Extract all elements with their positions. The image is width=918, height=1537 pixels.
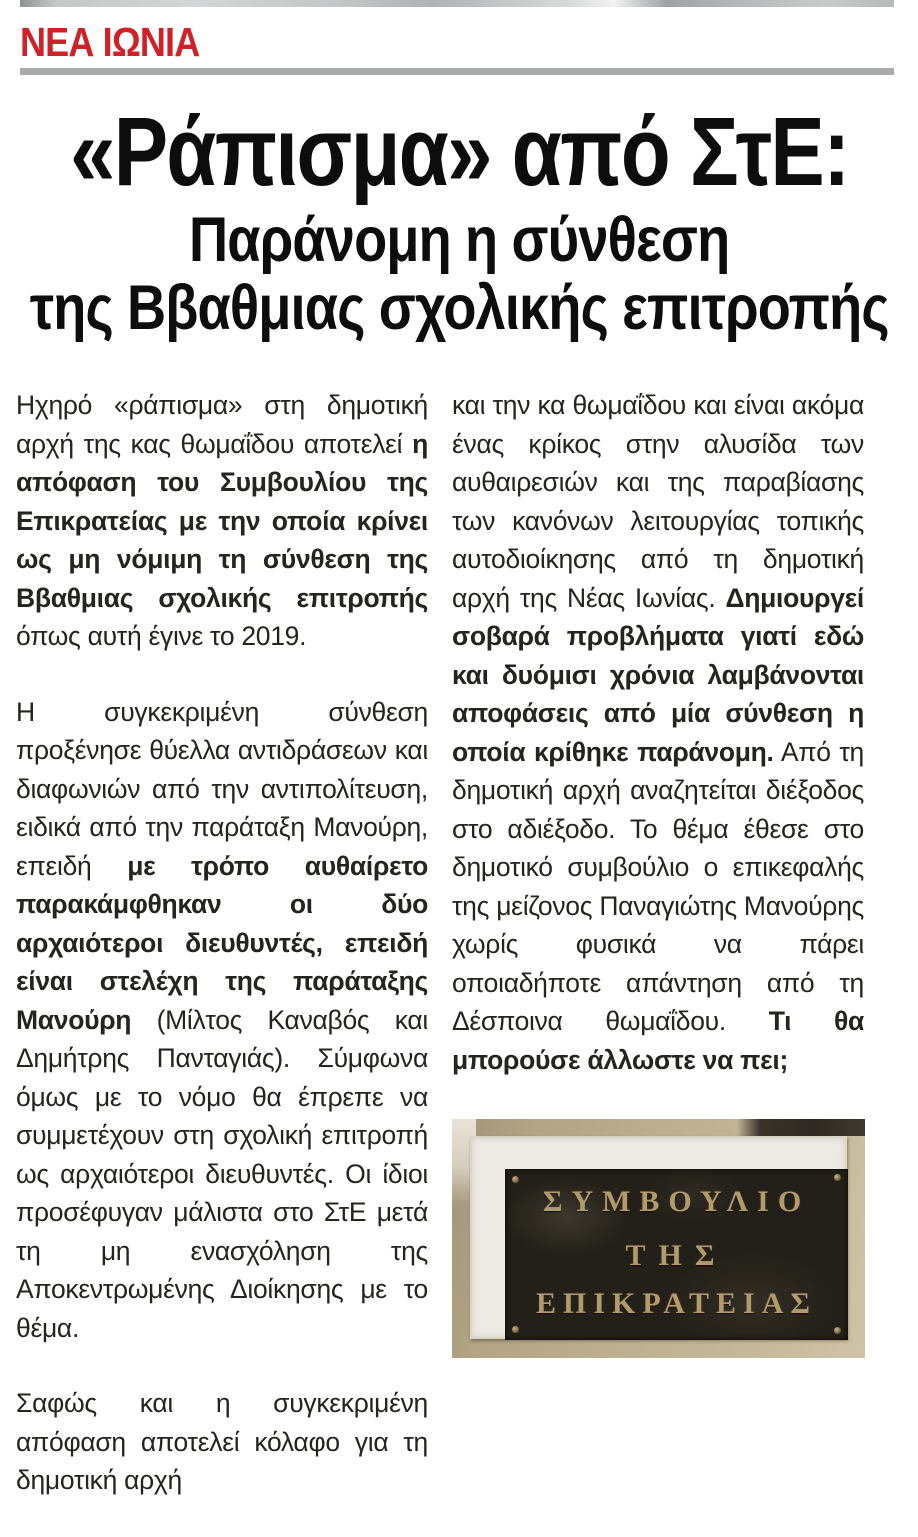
- article-paragraph: [16, 693, 428, 1348]
- plaque-screw: [834, 1327, 841, 1334]
- bold-text-segment: Τι θα μπορούσε άλλωστε να πει;: [452, 1006, 864, 1075]
- council-of-state-plaque-photo: [452, 1119, 865, 1358]
- plaque-screw: [834, 1174, 841, 1181]
- text-segment: Ηχηρό «ράπισμα» στη δημοτική αρχή της κας θωμαΐδου αποτελεί: [16, 390, 428, 459]
- plaque-text-line-2: ΤΗΣ: [625, 1239, 728, 1272]
- article-paragraph: [452, 386, 864, 1079]
- plaque-screw: [512, 1176, 519, 1183]
- headline-line-3: της Ββαθμιας σχολικής επιτροπής: [29, 273, 889, 343]
- left-column: [16, 386, 428, 1537]
- section-divider-rule: [20, 68, 894, 75]
- right-column-text: [452, 386, 864, 1079]
- plaque-screw: [512, 1326, 519, 1333]
- photo-shadow-band: [737, 1119, 865, 1136]
- headline-line-2: Παράνομη η σύνθεση: [188, 205, 730, 275]
- headline-line-1: «Ράπισμα» από ΣτΕ:: [69, 97, 849, 206]
- article-headline: [0, 98, 918, 342]
- plaque-plate: [505, 1169, 848, 1340]
- text-segment: και την κα θωμαΐδου και είναι ακόμα ένας κρίκος στην αλυσίδα των αυθαιρεσιών και της παραβίασης των κανόνων λειτουργίας τοπικής αυτοδιοίκησης από τη δημοτική αρχή της Νέας Ιωνίας.: [452, 390, 864, 613]
- bold-text-segment: με τρόπο αυθαίρετο παρακάμφθηκαν οι δύο αρχαιότεροι διευθυντές, επειδή είναι στελέχη της παράταξης Μανούρη: [16, 850, 428, 1035]
- text-segment: (Μίλτος Καναβός και Δημήτρης Πανταγιάς). Σύμφωνα όμως με το νόμο θα έπρεπε να συμμετέχουν στη σχολική επιτροπή ως αρχαιότεροι διευθυντές. Οι ίδιοι προσέφυγαν μάλιστα στο ΣτΕ μετά τη μη ενασχόληση της Αποκεντρωμένης Διοίκησης με το θέμα.: [16, 1004, 428, 1343]
- section-label: ΝΕΑ ΙΩΝΙΑ: [20, 19, 200, 65]
- plaque-marble-frame: [470, 1136, 847, 1339]
- bold-text-segment: η απόφαση του Συμβουλίου της Επικρατείας με την οποία κρίνει ως μη νόμιμη τη σύνθεση της Ββαθμιας σχολικής επιτροπής: [16, 428, 428, 613]
- plaque-text-line-3: ΕΠΙΚΡΑΤΕΙΑΣ: [536, 1287, 817, 1320]
- bold-text-segment: Δημιουργεί σοβαρά προβλήματα γιατί εδώ και δυόμισι χρόνια λαμβάνονται αποφάσεις από μία σύνθεση η οποία κρίθηκε παράνομη.: [452, 582, 864, 767]
- text-segment: Η συγκεκριμένη σύνθεση προξένησε θύελλα αντιδράσεων και διαφωνιών από την αντιπολίτευση, ειδικά από την παράταξη Μανούρη, επειδή: [16, 696, 428, 881]
- article-paragraph: [16, 1384, 428, 1500]
- article-paragraph: [16, 386, 428, 656]
- text-segment: Από τη δημοτική αρχή αναζητείται διέξοδος στο αδιέξοδο. Το θέμα έθεσε στο δημοτικό συμβούλιο ο επικεφαλής της μείζονος Παναγιώτης Μανούρης χωρίς φυσικά να πάρει οποιαδήποτε απάντηση από τη Δέσποινα θωμαΐδου.: [452, 736, 864, 1036]
- text-segment: όπως αυτή έγινε το 2019.: [16, 621, 307, 651]
- cropped-photo-remnant: [20, 0, 894, 7]
- text-segment: Σαφώς και η συγκεκριμένη απόφαση αποτελεί κόλαφο για τη δημοτική αρχή: [16, 1388, 428, 1495]
- plaque-text-line-1: ΣΥΜΒΟΥΛΙΟ: [542, 1185, 811, 1218]
- article-body: [16, 386, 864, 1537]
- right-column: [452, 386, 864, 1537]
